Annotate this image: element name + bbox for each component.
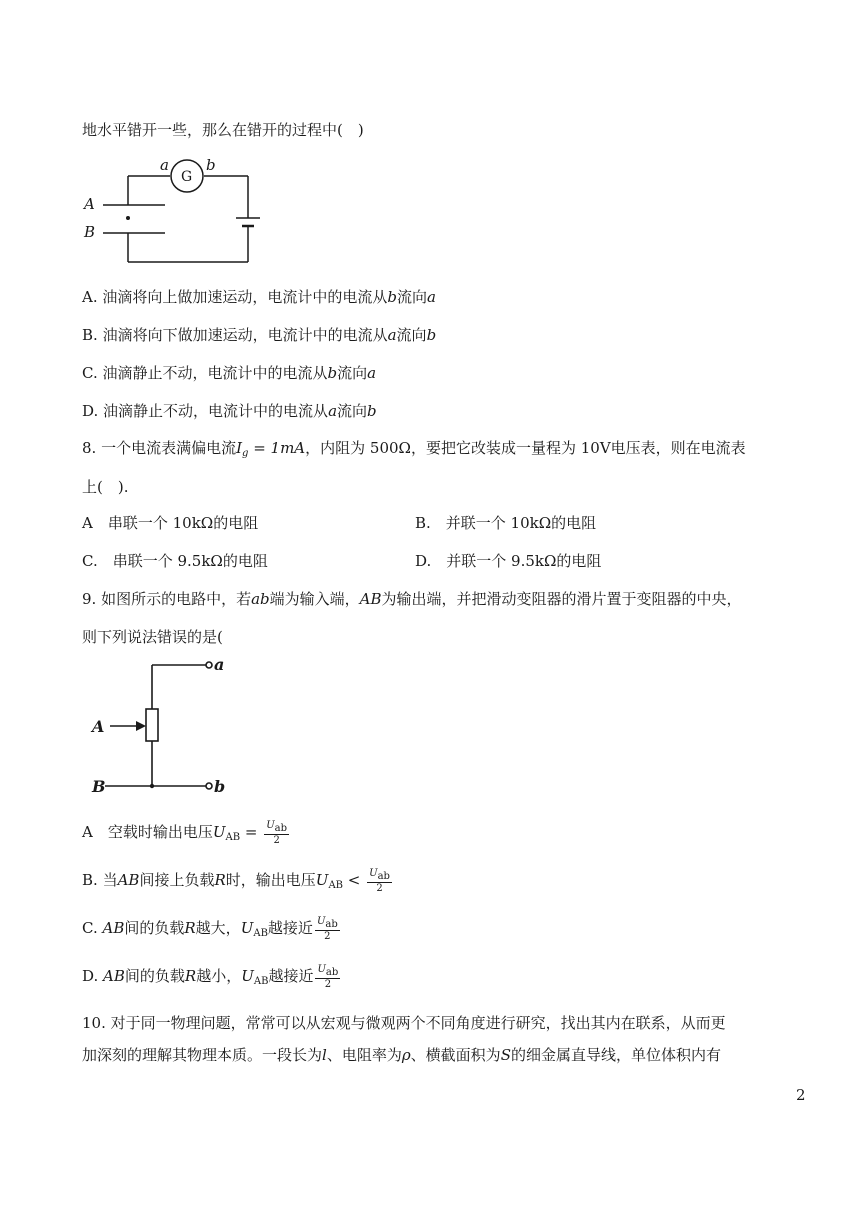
q10-stem-line1: 10. 对于同一物理问题，常常可以从宏观与微观两个不同角度进行研究，找出其内在联系，从而更 — [82, 1014, 726, 1032]
terminal-B-label: B — [92, 777, 106, 796]
node-b-label: b — [206, 156, 216, 174]
q7-option-c: C. 油滴静止不动，电流计中的电流从b流向a — [82, 364, 377, 382]
fraction-uab-over-2: $\frac{\text{Uab}}{2}$ — [317, 964, 339, 990]
q9-stem-line1: 9. 如图所示的电路中，若ab端为输入端，AB为输出端，并把滑动变阻器的滑片置于变阻器的中央， — [82, 590, 742, 608]
q9-option-d: D. AB间的负载R越小，$U_{AB}$越接近 $\frac{\text{Uab}}{2}$ — [82, 964, 339, 990]
q8-option-a: A 串联一个 10kΩ的电阻 — [82, 514, 259, 532]
q9-option-a: A 空载时输出电压$U_{AB}$ = $\frac{\text{Uab}}{2}$ — [82, 820, 288, 846]
oil-drop — [126, 216, 130, 220]
plate-a-label: A — [84, 195, 95, 213]
q7-option-b: B. 油滴将向下做加速运动，电流计中的电流从a流向b — [82, 326, 437, 344]
galvanometer-label: G — [181, 169, 193, 185]
node-a-label: a — [160, 156, 169, 174]
terminal-a-label: a — [214, 655, 225, 674]
slider-A-label: A — [92, 717, 105, 736]
q9-option-b: B. 当AB间接上负载R时，输出电压$U_{AB}$ < $\frac{\text{Uab}}{2}$ — [82, 868, 390, 894]
q9-option-c: C. AB间的负载R越大，$U_{AB}$越接近 $\frac{\text{Uab}}{2}$ — [82, 916, 338, 942]
q8-option-d: D. 并联一个 9.5kΩ的电阻 — [415, 552, 602, 570]
plate-b-label: B — [84, 223, 96, 241]
q7-option-a: A. 油滴将向上做加速运动，电流计中的电流从b流向a — [82, 288, 436, 306]
page-number: 2 — [796, 1086, 806, 1104]
q8-stem-line1: 8. 一个电流表满偏电流$I_g = 1mA$，内阻为 500Ω，要把它改装成一量程为 10V电压表，则在电流表 — [82, 439, 746, 459]
fraction-uab-over-2: $\frac{\text{Uab}}{2}$ — [316, 916, 338, 942]
fraction-uab-over-2: $\frac{\text{Uab}}{2}$ — [369, 868, 390, 894]
q10-stem-line2: 加深刻的理解其物理本质。一段长为l、电阻率为ρ、横截面积为S的细金属直导线，单位体积内有 — [82, 1046, 721, 1064]
intro-line: 地水平错开一些，那么在错开的过程中( ) — [82, 121, 364, 139]
q8-option-b: B. 并联一个 10kΩ的电阻 — [415, 514, 597, 532]
q7-option-d: D. 油滴静止不动，电流计中的电流从a流向b — [82, 402, 377, 420]
q8-option-c: C. 串联一个 9.5kΩ的电阻 — [82, 552, 268, 570]
fraction-uab-over-2: $\frac{\text{Uab}}{2}$ — [266, 820, 288, 846]
terminal-b-label: b — [214, 777, 226, 796]
q8-stem-line2: 上( ). — [82, 478, 129, 496]
q9-stem-line2: 则下列说法错误的是( — [82, 628, 223, 646]
